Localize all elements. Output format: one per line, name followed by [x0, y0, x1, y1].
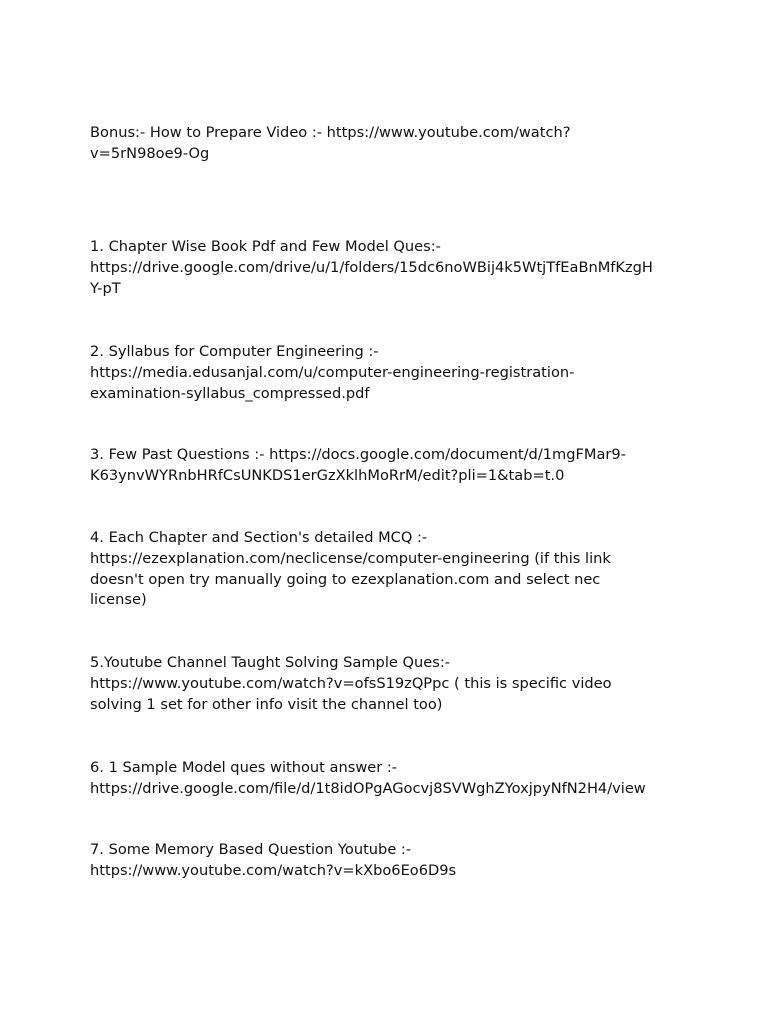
sample-model-paragraph: 6. 1 Sample Model ques without answer :- https://drive.google.com/file/d/1t8idOPgAGocvj8SVWghZYoxjpyNfN2H4/view [90, 759, 646, 797]
bonus-video-paragraph: Bonus:- How to Prepare Video :- https://www.youtube.com/watch? v=5rN98oe9-Og [90, 124, 571, 162]
past-questions-paragraph: 3. Few Past Questions :- https://docs.google.com/document/d/1mgFMar9- K63ynvWYRnbHRfCsUNKDS1erGzXklhMoRrM/edit?pli=1&tab=t.0 [90, 446, 626, 484]
chapter-wise-book-paragraph: 1. Chapter Wise Book Pdf and Few Model Ques:- https://drive.google.com/drive/u/1/folders/15dc6noWBij4k5WtjTfEaBnMfKzgH Y-pT [90, 238, 653, 297]
youtube-channel-paragraph: 5.Youtube Channel Taught Solving Sample Ques:- https://www.youtube.com/watch?v=ofsS19zQPpc ( this is specific video solving 1 set for other info visit the channel too) [90, 654, 612, 713]
detailed-mcq-paragraph: 4. Each Chapter and Section's detailed MCQ :- https://ezexplanation.com/neclicense/computer-engineering (if this link doesn't open try manually going to ezexplanation.com and select nec license) [90, 529, 611, 609]
syllabus-paragraph: 2. Syllabus for Computer Engineering :- https://media.edusanjal.com/u/computer-engineering-registration- examination-syllabus_compressed.pdf [90, 343, 575, 402]
memory-based-question-paragraph: 7. Some Memory Based Question Youtube :- https://www.youtube.com/watch?v=kXbo6Eo6D9s [90, 841, 457, 879]
